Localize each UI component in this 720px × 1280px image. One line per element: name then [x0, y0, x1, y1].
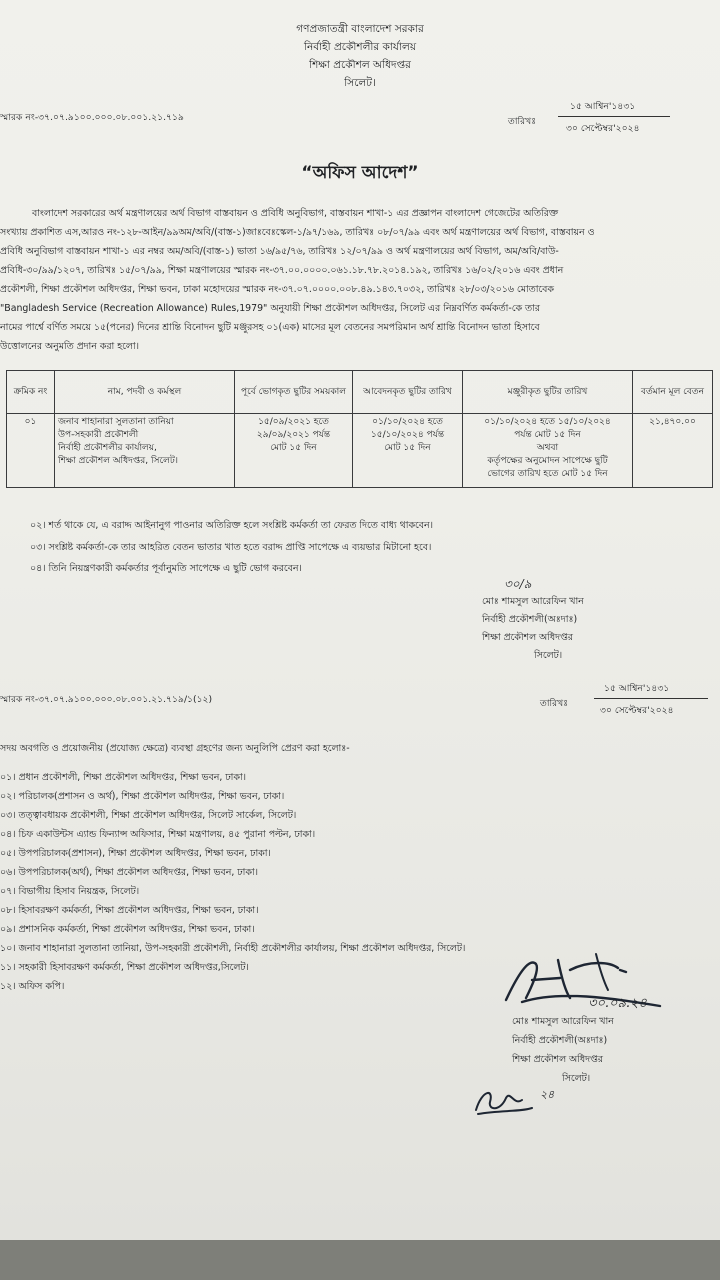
cell-previous-leave — [235, 414, 353, 488]
list-item: ০১। প্রধান প্রকৌশলী, শিক্ষা প্রকৌশল অধিদপ্তর, শিক্ষা ভবন, ঢাকা। — [0, 772, 247, 783]
memo-copy-ref-number: স্মারক নং-৩৭.০৭.৯১০০.০০০.০৮.০০১.২১.৭১৯/১(১২) — [0, 694, 213, 705]
col-header-serial: ক্রমিক নং — [7, 371, 55, 414]
list-item: ০৮। হিসাবরক্ষণ কর্মকর্তা, শিক্ষা প্রকৌশল অধিদপ্তর, শিক্ষা ভবন, ঢাকা। — [0, 905, 259, 916]
previous-line: মোট ১৫ দিন — [270, 443, 317, 453]
memo-copy-date-label: তারিখঃ — [540, 698, 569, 709]
table-header-row — [7, 371, 713, 414]
initial-stamp-text: ২৪ — [540, 1088, 555, 1101]
list-item: ০৩। তত্ত্বাবধায়ক প্রকৌশলী, শিক্ষা প্রকৌশল অধিদপ্তর, সিলেট সার্কেল, সিলেট। — [0, 810, 297, 821]
body-line: প্রবিধি-৩০/৯৯/১২০৭, তারিখঃ ১৫/০৭/৯৯, শিক্ষা মন্ত্রণালয়ের স্মারক নং-৩৭.০০.০০০০.০৬১.১৮.৭৮.২০১৪.১৯২, তারিখঃ ১৬/০২/২০১৬ এবং প্রধান — [0, 265, 564, 276]
office-order-title: “অফিস আদেশ” — [301, 163, 419, 183]
previous-line: ২৯/০৯/২০২১ পর্যন্ত — [256, 430, 331, 440]
body-line: প্রকৌশলী, শিক্ষা প্রকৌশল অধিদপ্তর, শিক্ষা ভবন, ঢাকা মহোদয়ের স্মারক নং-৩৭.০৭.০০০০.০০৮.৪৯.১৪৩.৭০৩২, তারিখঃ ২৮/০৩/২০১৬ মোতাবেক — [0, 284, 554, 295]
body-line: বাংলাদেশ সরকারের অর্থ মন্ত্রণালয়ের অর্থ বিভাগ বাস্তবায়ন ও প্রবিধি অনুবিভাগ, বাস্তবায়ন শাখা-১ এর প্রজ্ঞাপন বাংলাদেশ গেজেটের অতিরিক্ত — [32, 208, 558, 219]
header-office: নির্বাহী প্রকৌশলীর কার্যালয় — [303, 41, 417, 53]
sanctioned-line: কর্তৃপক্ষের অনুমোদন সাপেক্ষে ছুটি — [487, 456, 608, 466]
memo-date-label: তারিখঃ — [508, 116, 537, 127]
name-line: নির্বাহী প্রকৌশলীর কার্যালয়, — [58, 443, 157, 453]
cell-name — [55, 414, 235, 488]
body-line: সংখ্যায় প্রকাশিত এস,আরও নং-১২৮-আইন/৯৯অম/অবি/(বাস্ত-১)জাঃবেঃস্কেল-১/৯৭/১৬৯, তারিখঃ ০৮/০৭/৯৯ এবং অর্থ মন্ত্রণালয়ের অর্থ বিভাগ, বাস্তবায়ন ও — [0, 227, 595, 238]
signatory-department: শিক্ষা প্রকৌশল অধিদপ্তর — [482, 632, 573, 643]
copy-intro: সদয় অবগতি ও প্রয়োজনীয় (প্রযোজ্য ক্ষেত্রে) ব্যবস্থা গ্রহণের জন্য অনুলিপি প্রেরণ করা হলোঃ- — [0, 743, 350, 754]
signature-date: ৩০.০৯.২৪ — [588, 996, 647, 1011]
name-line: জনাব শাহানারা সুলতানা তানিয়া — [58, 417, 174, 427]
signatory-city: সিলেট। — [534, 650, 563, 661]
body-line: "Bangladesh Service (Recreation Allowance) Rules,1979" অনুযায়ী শিক্ষা প্রকৌশল অধিদপ্তর, সিলেট এর নিম্নবর্ণিত কর্মকর্তা-কে তার — [0, 303, 540, 314]
signatory-department: শিক্ষা প্রকৌশল অধিদপ্তর — [512, 1054, 603, 1065]
signatory-name: মোঃ শামসুল আরেফিন খান — [512, 1016, 614, 1027]
list-item: ১২। অফিস কপি। — [0, 981, 65, 992]
col-header-name: নাম, পদবী ও কর্মস্থল — [55, 371, 235, 414]
cell-salary: ২১,৪৭০.০০ — [633, 414, 713, 488]
date-divider — [594, 698, 708, 699]
header-govt: গণপ্রজাতন্ত্রী বাংলাদেশ সরকার — [296, 23, 424, 35]
col-header-previous-leave: পূর্বে ভোগকৃত ছুটির সময়কাল — [235, 371, 353, 414]
previous-line: ১৫/০৯/২০২১ হতে — [258, 417, 329, 427]
list-item: ১১। সহকারী হিসাবরক্ষণ কর্মকর্তা, শিক্ষা প্রকৌশল অধিদপ্তর,সিলেট। — [0, 962, 249, 973]
col-header-sanctioned-leave: মঞ্জুরীকৃত ছুটির তারিখ — [463, 371, 633, 414]
list-item: ০৫। উপপরিচালক(প্রশাসন), শিক্ষা প্রকৌশল অধিদপ্তর, শিক্ষা ভবন, ঢাকা। — [0, 848, 271, 859]
leave-table — [6, 370, 713, 488]
signatory-designation: নির্বাহী প্রকৌশলী(অঃদাঃ) — [482, 614, 578, 625]
sanctioned-line: ভোগের তারিখ হতে মোট ১৫ দিন — [487, 469, 608, 479]
list-item: ০৬। উপপরিচালক(অর্থ), শিক্ষা প্রকৌশল অধিদপ্তর, শিক্ষা ভবন, ঢাকা। — [0, 867, 258, 878]
list-item: ০৯। প্রশাসনিক কর্মকর্তা, শিক্ষা প্রকৌশল অধিদপ্তর, শিক্ষা ভবন, ঢাকা। — [0, 924, 255, 935]
signatory-designation: নির্বাহী প্রকৌশলী(অঃদাঃ) — [512, 1035, 608, 1046]
col-header-applied-leave: আবেদনকৃত ছুটির তারিখ — [353, 371, 463, 414]
list-item: ০৪। চিফ একাউন্টস এ্যান্ড ফিন্যান্স অফিসার, শিক্ষা মন্ত্রণালয়, ৪৫ পুরানা পল্টন, ঢাকা। — [0, 829, 316, 840]
list-item: ০৭। বিভাগীয় হিসাব নিয়ন্ত্রক, সিলেট। — [0, 886, 140, 897]
name-line: শিক্ষা প্রকৌশল অধিদপ্তর, সিলেট। — [58, 456, 178, 466]
sanctioned-line: পর্যন্ত মোট ১৫ দিন — [514, 430, 581, 440]
body-line: উত্তোলনের অনুমতি প্রদান করা হলো। — [0, 341, 139, 352]
name-line: উপ-সহকারী প্রকৌশলী — [58, 430, 139, 440]
memo-date-bangla: ১৫ আশ্বিন'১৪৩১ — [570, 101, 636, 112]
cell-applied-leave — [353, 414, 463, 488]
memo-ref-number: স্মারক নং-৩৭.০৭.৯১০০.০০০.০৮.০০১.২১.৭১৯ — [0, 112, 184, 123]
order-body — [0, 204, 718, 356]
body-line: প্রবিধি অনুবিভাগ বাস্তবায়ন শাখা-১ এর নম্বর অম/অবি/(বাস্ত-১) ভাতা ১৬/৯৫/৭৬, তারিখঃ ১২/০৭/৯৯ ও অর্থ মন্ত্রণালয়ের অর্থ বিভাগ, অম/অবি/বাউ- — [0, 246, 559, 257]
cell-serial: ০১ — [7, 414, 55, 488]
signature-initial: ৩০/৯ — [504, 577, 532, 591]
condition-item: ০২। শর্ত থাকে যে, এ বরাদ্দ আইনানুগ পাওনার অতিরিক্ত হলে সংশ্লিষ্ট কর্মকর্তা তা ফেরত দিতে বাধ্য থাকবেন। — [30, 520, 433, 531]
sanctioned-line: অথবা — [536, 443, 559, 453]
applied-line: মোট ১৫ দিন — [384, 443, 431, 453]
list-item: ১০। জনাব শাহানারা সুলতানা তানিয়া, উপ-সহকারী প্রকৌশলী, নির্বাহী প্রকৌশলীর কার্যালয়, শিক্ষা প্রকৌশল অধিদপ্তর, সিলেট। — [0, 943, 466, 954]
date-divider — [558, 116, 670, 117]
sanctioned-line: ০১/১০/২০২৪ হতে ১৫/১০/২০২৪ — [484, 417, 611, 427]
header-city: সিলেট। — [344, 77, 376, 89]
col-header-salary: বর্তমান মূল বেতন — [633, 371, 713, 414]
memo-date-english: ৩০ সেপ্টেম্বর'২০২৪ — [566, 123, 640, 134]
signatory-city: সিলেট। — [562, 1073, 591, 1084]
applied-line: ০১/১০/২০২৪ হতে — [372, 417, 443, 427]
applied-line: ১৫/১০/২০২৪ পর্যন্ত — [370, 430, 445, 440]
condition-item: ০৪। তিনি নিয়ন্ত্রণকারী কর্মকর্তার পূর্বানুমতি সাপেক্ষে এ ছুটি ভোগ করবেন। — [30, 563, 302, 574]
body-line: নামের পার্শ্বে বর্ণিত সময়ে ১৫(পনের) দিনের শ্রান্তি বিনোদন ছুটি মঞ্জুরসহ ০১(এক) মাসের মূল বেতনের সমপরিমান অর্থ শ্রান্তি বিনোদন ভাতা হিসাবে — [0, 322, 540, 333]
header-department: শিক্ষা প্রকৌশল অধিদপ্তর — [309, 59, 411, 71]
memo-copy-date-english: ৩০ সেপ্টেম্বর'২০২৪ — [600, 705, 674, 716]
memo-copy-date-bangla: ১৫ আশ্বিন'১৪৩১ — [604, 683, 670, 694]
condition-item: ০৩। সংশ্লিষ্ট কর্মকর্তা-কে তার আহরিত বেতন ভাতার খাত হতে বরাদ্দ প্রাপ্তি সাপেক্ষে এ ব্যয়ভার মিটানো হবে। — [30, 542, 432, 553]
list-item: ০২। পরিচালক(প্রশাসন ও অর্থ), শিক্ষা প্রকৌশল অধিদপ্তর, শিক্ষা ভবন, ঢাকা। — [0, 791, 285, 802]
table-row — [7, 414, 713, 488]
cell-sanctioned-leave — [463, 414, 633, 488]
signatory-name: মোঃ শামসুল আরেফিন খান — [482, 596, 584, 607]
